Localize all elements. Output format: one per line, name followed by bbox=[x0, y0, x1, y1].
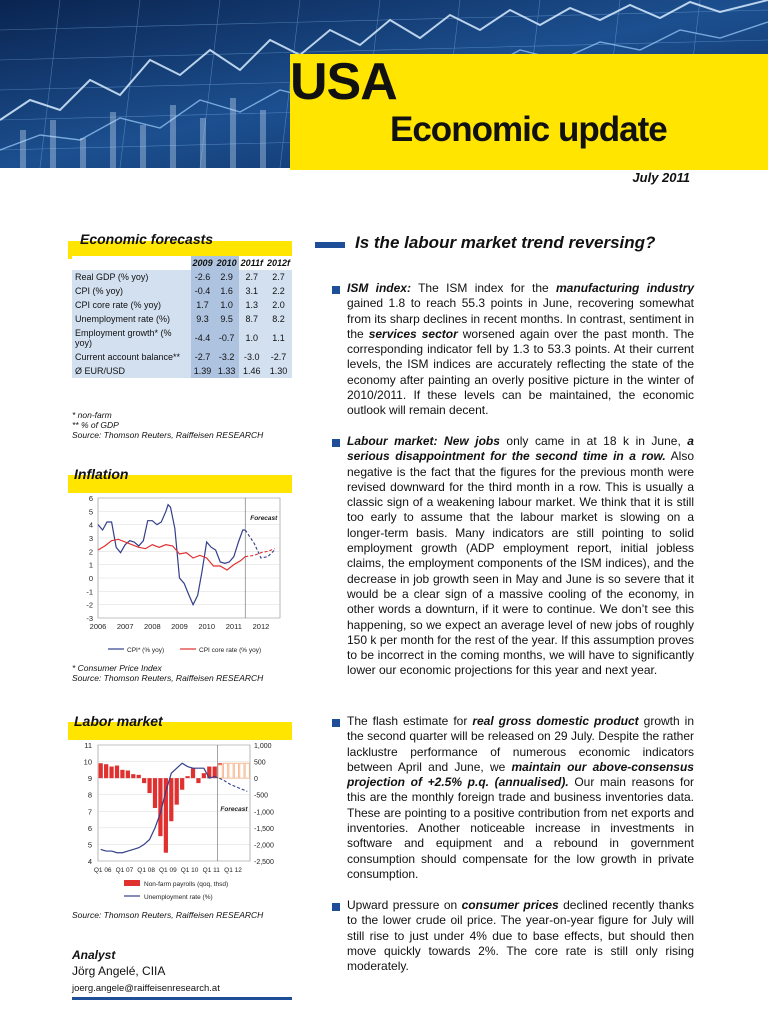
inflation-source: Source: Thomson Reuters, Raiffeisen RESEARCH bbox=[72, 673, 264, 683]
analyst-heading: Analyst bbox=[72, 948, 116, 962]
payroll-bar bbox=[126, 771, 130, 779]
forecasts-note-2: ** % of GDP bbox=[72, 420, 119, 430]
table-header-row bbox=[72, 256, 292, 270]
forecasts-section-label: Economic forecasts bbox=[80, 231, 214, 247]
x-tick-label: 2007 bbox=[116, 622, 134, 631]
table-cell: 9.5 bbox=[215, 312, 239, 326]
emphasis-text: ISM index: bbox=[347, 281, 411, 295]
body-text: growth in the second quarter will be released on 29 July. Despite the rather lacklustre performance of numerous economic indicators between April and June, we bbox=[347, 714, 695, 774]
analyst-name: Jörg Angelé, CIIA bbox=[72, 964, 166, 978]
payroll-bar bbox=[175, 778, 179, 805]
payroll-forecast-bar bbox=[229, 763, 233, 778]
table-cell: 1.1 bbox=[265, 326, 292, 350]
emphasis-text: services sector bbox=[368, 326, 458, 341]
table-cell: 1.7 bbox=[191, 298, 215, 312]
payroll-bar bbox=[99, 763, 103, 778]
body-text: The ISM index for the bbox=[410, 281, 557, 295]
headline-rule bbox=[315, 242, 345, 248]
payroll-bar bbox=[169, 778, 173, 821]
analyst-email[interactable]: joerg.angele@raiffeisenresearch.at bbox=[72, 983, 220, 994]
table-cell: 1.30 bbox=[265, 364, 292, 378]
paragraph-ism bbox=[347, 281, 694, 419]
table-row bbox=[72, 312, 292, 326]
table-cell: 9.3 bbox=[191, 312, 215, 326]
x-tick-label: 2009 bbox=[171, 622, 188, 631]
y-tick-label: 0 bbox=[88, 574, 93, 583]
y-tick-label: 5 bbox=[88, 507, 93, 517]
table-cell: -2.7 bbox=[265, 350, 292, 364]
table-cell: 1.3 bbox=[239, 298, 265, 312]
x-tick-label: Q1 12 bbox=[224, 867, 242, 874]
table-header-cell: 2012f bbox=[266, 258, 290, 268]
x-tick-label: Q1 10 bbox=[180, 867, 199, 874]
emphasis-text: a serious disappointment for the second time in a row. bbox=[347, 434, 694, 464]
forecasts-source: Source: Thomson Reuters, Raiffeisen RESEARCH bbox=[72, 430, 264, 440]
table-cell: 8.7 bbox=[239, 312, 265, 326]
paragraph-labour bbox=[347, 434, 694, 679]
emphasis-text: maintain our above-consensus projection of +2.5% p.q. (annualised). bbox=[347, 759, 694, 790]
forecasts-note-1: * non-farm bbox=[72, 410, 112, 420]
y-tick-label: 4 bbox=[88, 520, 93, 530]
payroll-bar bbox=[109, 767, 113, 779]
payroll-bar bbox=[137, 775, 141, 778]
y-left-tick-label: 4 bbox=[87, 857, 92, 866]
body-text: gained 1.8 to reach 55.3 points in June, recovering somewhat from its sharp declines in recent months. In contrast, sentiment in the bbox=[347, 296, 694, 341]
table-row-label: CPI (% yoy) bbox=[72, 284, 191, 298]
table-cell: 2.2 bbox=[265, 284, 292, 298]
table-cell: 2.0 bbox=[265, 298, 292, 312]
legend-label: CPI* (% yoy) bbox=[127, 647, 165, 654]
page-subtitle: Economic update bbox=[390, 110, 667, 149]
table-row-label: Real GDP (% yoy) bbox=[72, 270, 191, 284]
table-cell: 1.46 bbox=[239, 364, 265, 378]
bullet-square-icon bbox=[332, 719, 340, 727]
table-row-label: Ø EUR/USD bbox=[72, 364, 191, 378]
table-row bbox=[72, 350, 292, 364]
table-cell: -0.4 bbox=[191, 284, 215, 298]
y-tick-label: -3 bbox=[86, 614, 93, 623]
table-header-blank bbox=[72, 256, 191, 270]
legend-label: Non-farm payrolls (qoq, thsd) bbox=[144, 881, 229, 888]
table-cell: 1.39 bbox=[191, 364, 215, 378]
table-header-cell: 2010 bbox=[216, 258, 237, 268]
emphasis-text: real gross domestic product bbox=[472, 714, 639, 728]
body-text: declined recently thanks to the lower crude oil price. The year-on-year figure for July will still rise to just under 4% due to base effects, but should then move quickly towards 2%. The core rate is still only rising moderately. bbox=[347, 898, 695, 974]
x-tick-label: Q1 06 bbox=[93, 867, 112, 874]
table-cell: 1.6 bbox=[215, 284, 239, 298]
y-tick-label: 3 bbox=[88, 534, 93, 543]
table-row-label: CPI core rate (% yoy) bbox=[72, 298, 191, 312]
y-left-tick-label: 10 bbox=[83, 757, 92, 767]
payroll-forecast-bar bbox=[245, 763, 249, 778]
y-left-tick-label: 7 bbox=[87, 807, 92, 817]
table-cell: 2.7 bbox=[265, 270, 292, 284]
table-row bbox=[72, 284, 292, 298]
payroll-bar bbox=[185, 776, 189, 778]
labor-chart bbox=[68, 735, 292, 905]
payroll-bar bbox=[131, 774, 135, 778]
y-tick-label: 6 bbox=[88, 494, 93, 503]
issue-date: July 2011 bbox=[632, 170, 690, 185]
y-left-tick-label: 9 bbox=[87, 774, 92, 784]
table-cell: 2.9 bbox=[215, 270, 239, 284]
x-tick-label: Q1 11 bbox=[202, 867, 220, 874]
emphasis-text: manufacturing industry bbox=[556, 281, 694, 295]
x-tick-label: 2011 bbox=[225, 622, 242, 631]
payroll-bar bbox=[142, 778, 146, 783]
x-tick-label: Q1 09 bbox=[158, 867, 177, 874]
x-tick-label: 2012 bbox=[252, 622, 270, 631]
y-right-tick-label: 0 bbox=[254, 776, 258, 784]
page-title: USA bbox=[290, 53, 397, 111]
body-text: worsened again over the past month. The corresponding indicator fell by 1.3 to 53.3 points. At their current levels, the ISM indices are accurately reflecting the state of the economy after painting an overly positive picture in the winter of 2010/2011. If these levels can be maintained, the economic outlook will remain decent. bbox=[347, 326, 695, 418]
x-tick-label: 2008 bbox=[143, 622, 161, 631]
table-cell: -3.0 bbox=[239, 350, 265, 364]
table-cell: -2.7 bbox=[191, 350, 215, 364]
y-right-tick-label: -1,000 bbox=[254, 809, 274, 817]
y-tick-label: 2 bbox=[88, 547, 93, 557]
payroll-bar bbox=[147, 778, 151, 793]
x-tick-label: 2010 bbox=[198, 622, 216, 631]
y-left-tick-label: 6 bbox=[87, 823, 92, 833]
y-tick-label: 1 bbox=[88, 560, 93, 570]
payroll-bar bbox=[202, 773, 206, 778]
emphasis-text: consumer prices bbox=[461, 898, 559, 912]
x-tick-label: 2006 bbox=[89, 622, 107, 631]
y-right-tick-label: -1,500 bbox=[254, 825, 274, 833]
table-row bbox=[72, 270, 292, 284]
y-right-tick-label: 500 bbox=[254, 759, 266, 767]
legend-label: CPI core rate (% yoy) bbox=[199, 647, 262, 654]
table-cell: -3.2 bbox=[215, 350, 239, 364]
y-right-tick-label: -2,000 bbox=[254, 842, 274, 850]
body-text: Our main reasons for this are the monthly foreign trade and business inventories data. These are pointing to a positive contribution from net exports and inventories. Another noticeable increase in investments in software and equipment and a rebound in government consumption should compensate for the low growth in private consumption. bbox=[347, 775, 694, 881]
body-text: Also negative is the fact that the figures for the previous month were revised downward for the third month in a row. This is usually a classic sign of a weakening labour market. We think that it is still too early to assume that the labour market is slowing on a longer-term basis. Many indicators are still pointing to solid employment growth (ADP employment report, initial jobless claims, the employment components of the ISM indices), and the decrease in job growth seen in May and June is so severe that it would be a clear sign of a massive cooling of the economy, in other words a downturn, if it were to continue. We don’t see this happening, so we expect an average level of new jobs of roughly 150 k per month for the rest of the year. If this assumption proves to be incorrect in the coming months, we will have to significantly lower our economic projections for this year and next year. bbox=[347, 449, 695, 678]
body-text: The flash estimate for bbox=[347, 714, 473, 728]
payroll-forecast-bar bbox=[240, 763, 244, 778]
table-cell: -4.4 bbox=[191, 326, 215, 350]
table-cell: 1.33 bbox=[215, 364, 239, 378]
y-right-tick-label: -500 bbox=[254, 792, 269, 800]
table-header-cell: 2009 bbox=[192, 258, 213, 268]
y-tick-label: -1 bbox=[86, 587, 93, 597]
payroll-bar bbox=[196, 778, 200, 783]
bullet-square-icon bbox=[332, 903, 340, 911]
y-tick-label: -2 bbox=[86, 600, 93, 610]
paragraph-prices bbox=[347, 898, 694, 974]
y-left-tick-label: 11 bbox=[84, 741, 92, 750]
inflation-note: * Consumer Price Index bbox=[72, 663, 162, 673]
bottom-rule bbox=[72, 997, 292, 1000]
payroll-forecast-bar bbox=[218, 765, 222, 778]
table-row-label: Employment growth* (% yoy) bbox=[72, 326, 191, 350]
payroll-forecast-bar bbox=[234, 763, 238, 778]
y-right-tick-label: -2,500 bbox=[254, 859, 274, 866]
payroll-bar bbox=[104, 764, 108, 778]
plot-area bbox=[98, 745, 250, 861]
table-row bbox=[72, 364, 292, 378]
table-cell: -0.7 bbox=[215, 326, 239, 350]
inflation-chart bbox=[68, 488, 292, 658]
labor-section-label: Labor market bbox=[74, 713, 163, 729]
y-right-tick-label: 1,000 bbox=[254, 743, 272, 750]
x-tick-label: Q1 07 bbox=[115, 867, 134, 874]
forecast-table bbox=[72, 256, 292, 378]
legend-swatch bbox=[124, 880, 140, 886]
y-left-tick-label: 8 bbox=[87, 790, 92, 800]
table-row bbox=[72, 326, 292, 350]
table-cell: 1.0 bbox=[215, 298, 239, 312]
payroll-forecast-bar bbox=[223, 763, 227, 778]
payroll-bar bbox=[153, 778, 157, 808]
y-left-tick-label: 5 bbox=[87, 840, 92, 850]
payroll-bar bbox=[180, 778, 184, 790]
table-row bbox=[72, 298, 292, 312]
emphasis-text: Labour market: New jobs bbox=[347, 434, 500, 448]
forecast-annotation: Forecast bbox=[220, 806, 248, 813]
x-tick-label: Q1 08 bbox=[137, 867, 156, 874]
table-header-cell: 2011f bbox=[240, 258, 263, 268]
payroll-bar bbox=[191, 768, 195, 778]
payroll-bar bbox=[120, 770, 124, 778]
bullet-square-icon bbox=[332, 439, 340, 447]
table-cell: -2.6 bbox=[191, 270, 215, 284]
table-cell: 3.1 bbox=[239, 284, 265, 298]
body-text: only came in at 18 k in June, bbox=[499, 434, 688, 448]
inflation-section-label: Inflation bbox=[74, 466, 129, 482]
paragraph-gdp bbox=[347, 714, 694, 882]
forecast-annotation: Forecast bbox=[250, 515, 278, 522]
table-cell: 1.0 bbox=[239, 326, 265, 350]
legend-label: Unemployment rate (%) bbox=[144, 894, 213, 901]
forecast-table-body bbox=[72, 270, 292, 378]
bullet-square-icon bbox=[332, 286, 340, 294]
payroll-bar bbox=[115, 766, 119, 779]
table-cell: 8.2 bbox=[265, 312, 292, 326]
table-row-label: Unemployment rate (%) bbox=[72, 312, 191, 326]
body-text: Upward pressure on bbox=[347, 898, 462, 912]
table-cell: 2.7 bbox=[239, 270, 265, 284]
article-headline: Is the labour market trend reversing? bbox=[355, 233, 656, 252]
table-row-label: Current account balance** bbox=[72, 350, 191, 364]
labor-source: Source: Thomson Reuters, Raiffeisen RESEARCH bbox=[72, 910, 264, 920]
